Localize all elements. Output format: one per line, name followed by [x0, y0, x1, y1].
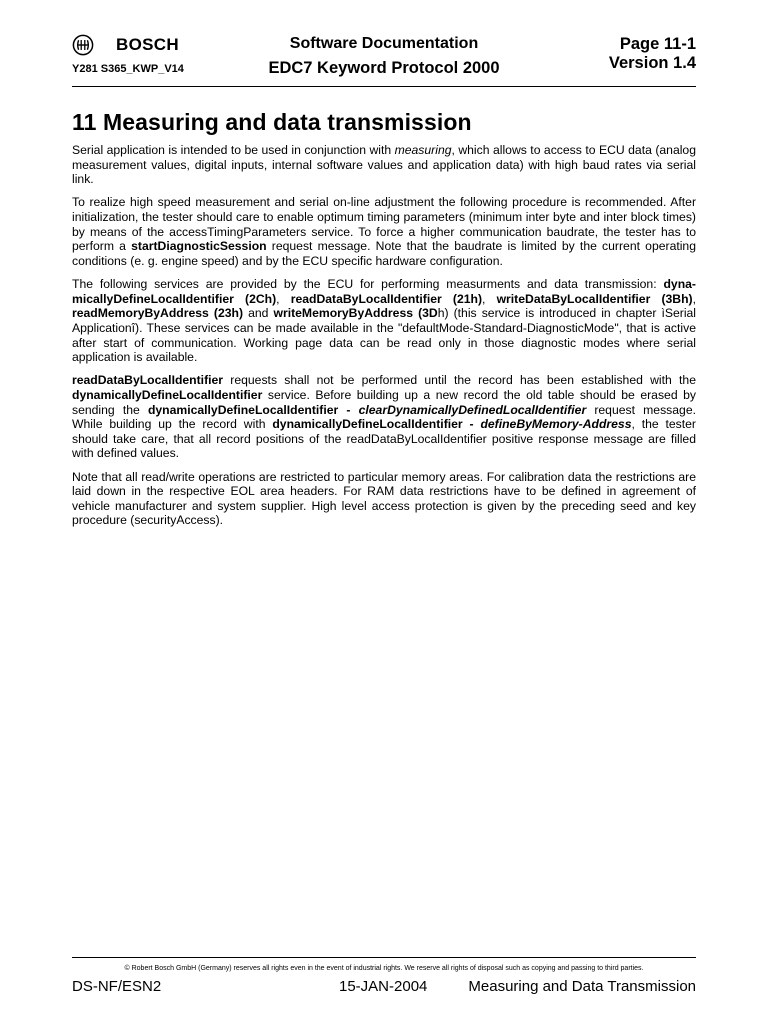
bold-italic-text-run: defineByMemory-Address — [480, 417, 632, 432]
page-header — [72, 30, 696, 87]
bold-text-run: dynamicallyDefineLocalIdentifier - — [272, 417, 481, 432]
paragraph — [72, 373, 696, 461]
footer-section: Measuring and Data Transmission — [468, 978, 696, 995]
text-run: , — [482, 291, 497, 306]
text-run: To realize high speed measurement and serial on-line adjustment the following procedure is recommended. After initialization, the tester should care to enable optimum timing parameters (minimum inter byte and inter block times) by means of the accessTimingParameters service. To force a higher communication baudrate, the tester has to perform a — [72, 195, 696, 254]
text-run: , — [276, 291, 291, 306]
bold-text-run: writeDataByLocalIdentifier (3Bh) — [496, 291, 693, 306]
footer-date: 15-JAN-2004 — [339, 978, 428, 995]
document-version: Version 1.4 — [608, 54, 696, 72]
paragraph — [72, 195, 696, 268]
bold-text-run: readMemoryByAddress (23h) — [72, 306, 244, 321]
bold-text-run: dynamicallyDefineLocalIdentifier — [72, 387, 263, 402]
paragraph — [72, 277, 696, 365]
brand-name: BOSCH — [116, 35, 179, 54]
body-text — [72, 143, 696, 537]
text-run: Note that all read/write operations are restricted to particular memory areas. For calibration data the restrictions are laid down in the respective EOL area headers. For RAM data restrictions have to be defined in agreement of vehicle manufacturer and system supplier. High level access protection is given by the preceding seed and key procedure (securityAccess). — [72, 469, 696, 528]
document-title: EDC7 Keyword Protocol 2000 — [268, 59, 500, 77]
text-run: request message. While building up the record with — [72, 402, 696, 432]
italic-text-run: measuring — [394, 143, 452, 157]
page-number: Page 11-1 — [619, 35, 696, 53]
chapter-title: 11 Measuring and data transmission — [72, 109, 472, 135]
bold-text-run: dynamicallyDefineLocalIdentifier - — [147, 402, 359, 417]
bold-text-run: dyna-micallyDefineLocalIdentifier (2Ch) — [72, 277, 696, 306]
text-run: and — [243, 306, 274, 321]
paragraph — [72, 470, 696, 528]
document-type: Software Documentation — [289, 35, 479, 52]
text-run: requests shall not be performed until the record has been established with the — [223, 373, 696, 388]
bosch-armature-logo-icon — [72, 34, 94, 56]
text-run: , — [692, 291, 696, 306]
text-run: service. Before building up a new record the old table should be erased by sending the — [72, 387, 696, 417]
footer-department: DS-NF/ESN2 — [72, 978, 162, 995]
brand-logo — [72, 34, 179, 56]
text-run: Serial application is intended to be used in conjunction with — [72, 143, 395, 157]
footer-divider — [72, 957, 696, 958]
text-run: , the tester should take care, that all record positions of the readDataByLocalIdentifier positive response message are filled with defined values. — [72, 417, 696, 461]
text-run: The following services are provided by the ECU for performing measurments and data transmission: — [72, 277, 664, 292]
text-run: h) (this service is introduced in chapter ìSerial Applicationî). These services can be made available in the "defaultMode-Standard-DiagnosticMode", that is active after start of communication. Working page data can be read only in those diagnostic modes where serial application is available. — [72, 306, 697, 365]
bold-text-run: startDiagnosticSession — [131, 239, 267, 254]
bold-italic-text-run: clearDynamicallyDefinedLocalIdentifier — [358, 402, 587, 417]
bold-text-run: readDataByLocalIdentifier (21h) — [290, 291, 483, 306]
paragraph — [72, 143, 696, 187]
text-run: , which allows to access to ECU data (analog measurement values, digital inputs, internal software values and application data) with high baud rates via serial link. — [72, 143, 696, 187]
bold-text-run: writeMemoryByAddress (3D — [273, 306, 438, 321]
document-id: Y281 S365_KWP_V14 — [72, 63, 184, 75]
bold-text-run: readDataByLocalIdentifier — [72, 373, 224, 388]
copyright-notice: © Robert Bosch GmbH (Germany) reserves all rights even in the event of industrial rights. We reserve all rights of disposal such as copying and passing to third parties. — [124, 965, 644, 972]
text-run: request message. Note that the baudrate is limited by the current operating conditions (e. g. engine speed) and by the ECU specific hardware configuration. — [72, 239, 696, 268]
